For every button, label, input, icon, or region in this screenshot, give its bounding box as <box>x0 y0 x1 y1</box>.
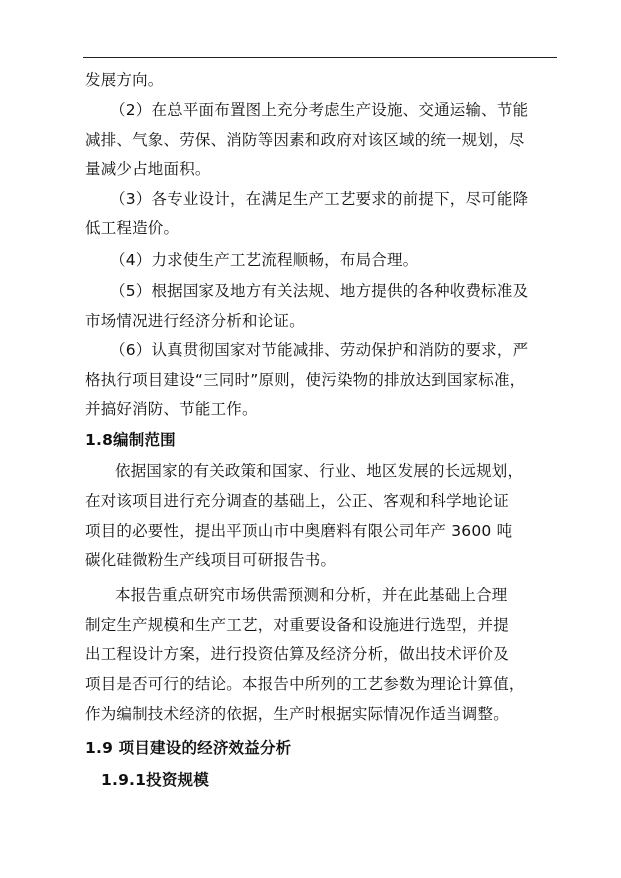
text-line: 项目是否可行的结论。本报告中所列的工艺参数为理论计算值， <box>85 675 525 693</box>
text-line: （2）在总平面布置图上充分考虑生产设施、交通运输、节能 <box>110 101 529 119</box>
text-line: （5）根据国家及地方有关法规、地方提供的各种收费标准及 <box>110 282 529 300</box>
header-rule <box>83 57 557 58</box>
text-line: 市场情况进行经济分析和论证。 <box>85 312 305 330</box>
text-line: （6）认真贯彻国家对节能减排、劳动保护和消防的要求，严 <box>110 341 529 359</box>
text-line: 作为编制技术经济的依据，生产时根据实际情况作适当调整。 <box>85 705 509 723</box>
text-line: 低工程造价。 <box>85 219 180 237</box>
text-line: 并搞好消防、节能工作。 <box>85 400 258 418</box>
text-line: 格执行项目建设“三同时”原则，使污染物的排放达到国家标准， <box>85 371 526 389</box>
text-line: 依据国家的有关政策和国家、行业、地区发展的长远规划， <box>115 462 524 480</box>
text-line: 本报告重点研究市场供需预测和分析，并在此基础上合理 <box>115 586 508 604</box>
section-heading: 1.9 项目建设的经济效益分析 <box>85 739 292 757</box>
text-line: 制定生产规模和生产工艺，对重要设备和设施进行选型，并提 <box>85 616 509 634</box>
text-line: （4）力求使生产工艺流程顺畅，布局合理。 <box>110 251 419 269</box>
text-line: （3）各专业设计，在满足生产工艺要求的前提下，尽可能降 <box>110 190 529 208</box>
text-line: 量减少占地面积。 <box>85 160 211 178</box>
text-line: 发展方向。 <box>85 71 164 89</box>
text-line: 在对该项目进行充分调查的基础上，公正、客观和科学地论证 <box>85 492 509 510</box>
text-line: 碳化硅微粉生产线项目可研报告书。 <box>85 551 337 569</box>
section-heading: 1.8编制范围 <box>85 431 176 449</box>
text-line: 出工程设计方案，进行投资估算及经济分析，做出技术评价及 <box>85 645 509 663</box>
text-line: 项目的必要性，提出平顶山市中奥磨料有限公司年产 3600 吨 <box>85 522 513 540</box>
text-line: 减排、气象、劳保、消防等因素和政府对该区域的统一规划，尽 <box>85 131 525 149</box>
subsection-heading: 1.9.1投资规模 <box>101 771 209 789</box>
